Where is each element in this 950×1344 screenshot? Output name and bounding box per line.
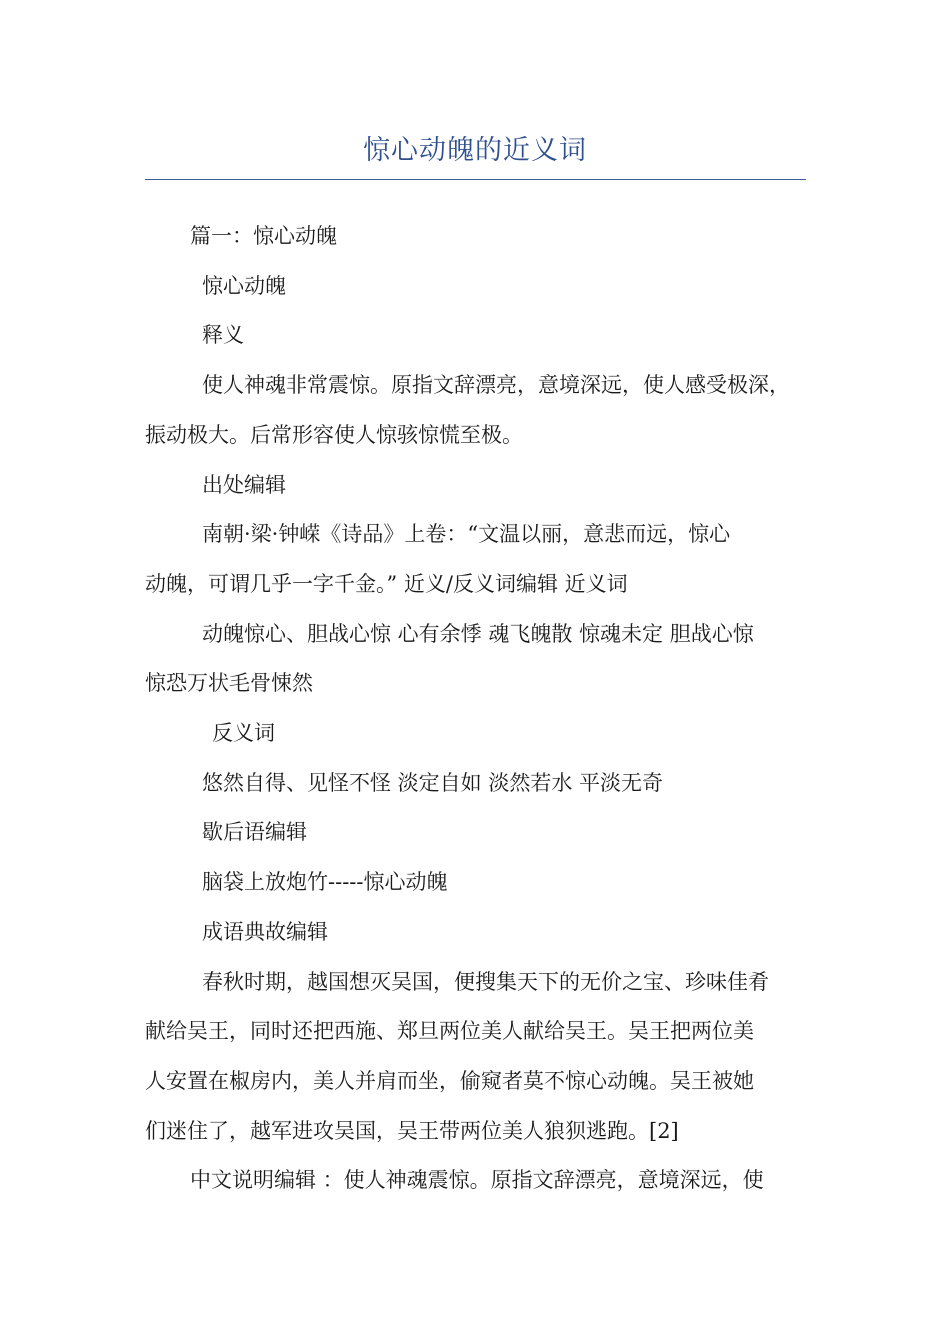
- text-line: 动魄惊心、胆战心惊 心有余悸 魂飞魄散 惊魂未定 胆战心惊: [202, 621, 754, 646]
- title-underline: [145, 179, 806, 180]
- text-line: 人安置在椒房内，美人并肩而坐，偷窥者莫不惊心动魄。吴王被她: [145, 1068, 754, 1093]
- text-line: 篇一：惊心动魄: [190, 224, 337, 248]
- text-line: 惊恐万状毛骨悚然: [145, 671, 313, 696]
- document-body: [145, 212, 825, 1206]
- text-line: 南朝·梁·钟嵘《诗品》上卷：“文温以丽，意悲而远，惊心: [202, 522, 731, 547]
- text-line: 歇后语编辑: [202, 820, 307, 845]
- text-line: 悠然自得、见怪不怪 淡定自如 淡然若水 平淡无奇: [202, 770, 664, 795]
- text-line: 献给吴王，同时还把西施、郑旦两位美人献给吴王。吴王把两位美: [145, 1019, 754, 1044]
- text-line: 中文说明编辑 ：使人神魂震惊。原指文辞漂亮，意境深远，使: [190, 1168, 764, 1193]
- text-line: 们迷住了，越军进攻吴国，吴王带两位美人狼狈逃跑。[2]: [145, 1118, 679, 1143]
- text-line: 动魄，可谓几乎一字千金。” 近义/反义词编辑 近义词: [145, 571, 628, 596]
- text-line: 惊心动魄: [202, 273, 286, 298]
- text-line: 释义: [202, 323, 244, 348]
- text-line: 出处编辑: [202, 472, 286, 497]
- text-line: 春秋时期，越国想灭吴国，便搜集天下的无价之宝、珍味佳肴: [202, 969, 769, 994]
- text-line: 振动极大。后常形容使人惊骇惊慌至极。: [145, 422, 523, 447]
- text-line: 使人神魂非常震惊。原指文辞漂亮，意境深远，使人感受极深，: [202, 373, 790, 398]
- text-line: 反义词: [212, 721, 275, 746]
- document-title: 惊心动魄的近义词: [363, 135, 587, 166]
- text-line: 脑袋上放炮竹-----惊心动魄: [202, 870, 448, 895]
- text-line: 成语典故编辑: [202, 919, 328, 944]
